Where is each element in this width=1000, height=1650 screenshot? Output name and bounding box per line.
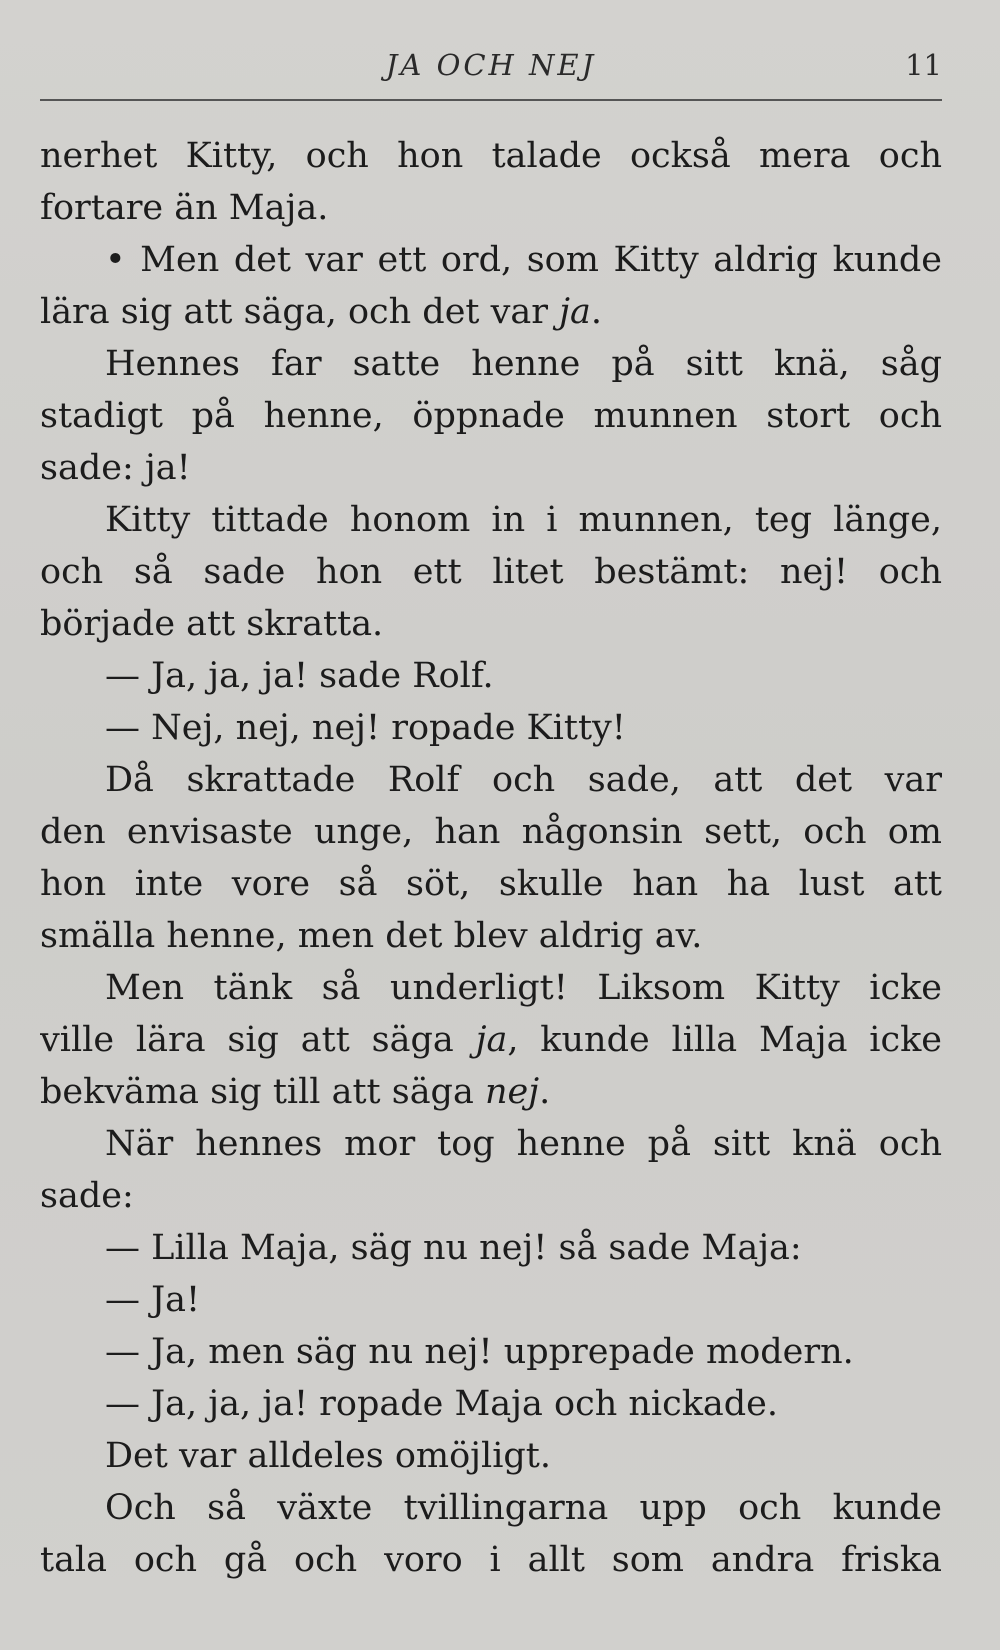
text-segment: . (539, 1072, 551, 1112)
text-line (40, 910, 942, 962)
text-line (40, 1378, 942, 1430)
text-segment: — Ja, ja, ja! sade Rolf. (105, 656, 494, 696)
text-segment: smälla henne, men det blev aldrig av. (40, 916, 703, 956)
text-segment: När hennes mor tog henne på sitt knä och (105, 1124, 942, 1164)
text-segment: Kitty tittade honom in i munnen, teg länge, (105, 500, 942, 540)
text-line (40, 650, 942, 702)
text-line (40, 702, 942, 754)
text-segment: Men tänk så underligt! Liksom Kitty icke (105, 968, 942, 1008)
text-line (40, 234, 942, 286)
text-segment: och så sade hon ett litet bestämt: nej! och (40, 552, 942, 592)
text-line (40, 1430, 942, 1482)
text-segment: Då skrattade Rolf och sade, att det var (105, 760, 942, 800)
text-segment: — Nej, nej, nej! ropade Kitty! (105, 708, 626, 748)
text-segment: Det var alldeles omöjligt. (105, 1436, 551, 1476)
text-segment: — Ja! (105, 1280, 201, 1320)
header-rule (40, 99, 942, 101)
text-line (40, 1222, 942, 1274)
text-line (40, 1326, 942, 1378)
text-segment: tala och gå och voro i allt som andra friska (40, 1540, 942, 1580)
text-segment: Hennes far satte henne på sitt knä, såg (105, 344, 942, 384)
text-segment: sade: (40, 1176, 134, 1216)
text-segment: , kunde lilla Maja icke (507, 1020, 942, 1060)
text-line (40, 598, 942, 650)
text-line (40, 806, 942, 858)
text-segment: . (590, 292, 602, 332)
text-segment: sade: ja! (40, 448, 191, 488)
text-segment: nerhet Kitty, och hon talade också mera och (40, 136, 942, 176)
running-title: JA OCH NEJ (385, 48, 597, 82)
text-segment: lära sig att säga, och det var (40, 292, 560, 332)
text-line (40, 494, 942, 546)
italic-word: ja (559, 292, 591, 332)
text-line (40, 390, 942, 442)
text-line (40, 858, 942, 910)
text-line (40, 1118, 942, 1170)
text-line (40, 130, 942, 182)
text-segment: fortare än Maja. (40, 188, 329, 228)
text-line (40, 1534, 942, 1586)
text-segment: bekväma sig till att säga (40, 1072, 485, 1112)
text-line (40, 442, 942, 494)
text-line (40, 962, 942, 1014)
text-line (40, 1274, 942, 1326)
text-segment: Och så växte tvillingarna upp och kunde (105, 1488, 942, 1528)
text-segment: ville lära sig att säga (40, 1020, 476, 1060)
text-line (40, 1066, 942, 1118)
text-segment: — Lilla Maja, säg nu nej! så sade Maja: (105, 1228, 802, 1268)
text-line (40, 182, 942, 234)
text-line (40, 338, 942, 390)
text-line (40, 286, 942, 338)
text-segment: — Ja, men säg nu nej! upprepade modern. (105, 1332, 854, 1372)
text-segment: började att skratta. (40, 604, 384, 644)
page-number: 11 (905, 48, 942, 82)
text-line (40, 546, 942, 598)
text-segment: • Men det var ett ord, som Kitty aldrig kunde (105, 240, 942, 280)
page-header (40, 44, 942, 92)
text-segment: hon inte vore så söt, skulle han ha lust att (40, 864, 942, 904)
text-line (40, 754, 942, 806)
text-line (40, 1014, 942, 1066)
text-segment: — Ja, ja, ja! ropade Maja och nickade. (105, 1384, 779, 1424)
text-line (40, 1482, 942, 1534)
body-text (40, 130, 942, 1586)
text-segment: den envisaste unge, han någonsin sett, och om (40, 812, 942, 852)
text-line (40, 1170, 942, 1222)
text-segment: stadigt på henne, öppnade munnen stort och (40, 396, 942, 436)
italic-word: ja (475, 1020, 508, 1060)
italic-word: nej (484, 1072, 540, 1112)
